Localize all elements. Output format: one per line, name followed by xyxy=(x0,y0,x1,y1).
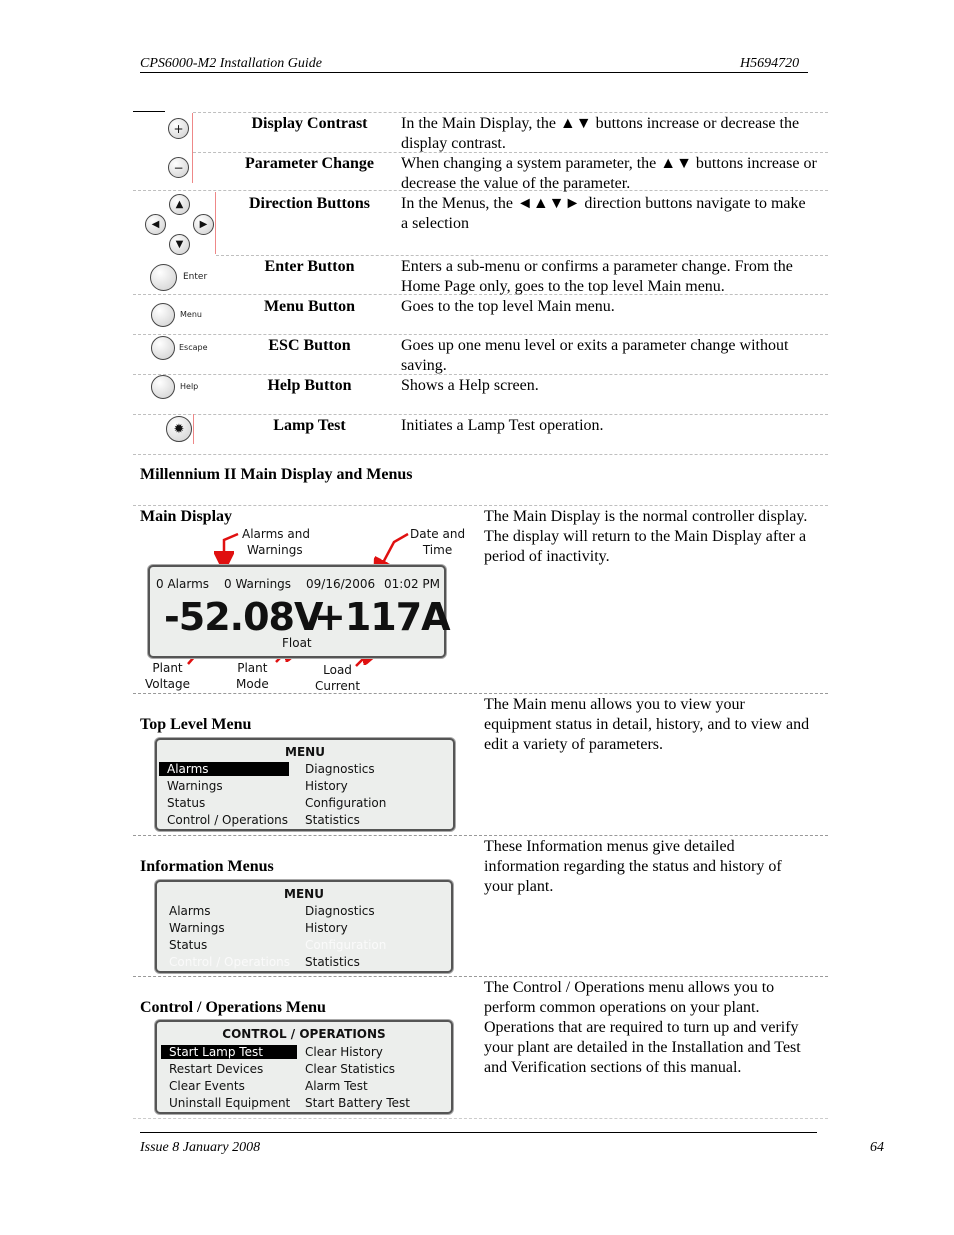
up-arrow-icon: ▲ xyxy=(169,194,190,215)
button-name: Lamp Test xyxy=(273,417,346,434)
menu-item-clear-history[interactable]: Clear History xyxy=(305,1045,383,1059)
menu-item-alarms[interactable]: Alarms xyxy=(169,904,211,918)
header-rule xyxy=(140,72,808,73)
enter-button-icon xyxy=(150,264,177,291)
row-divider xyxy=(133,414,828,415)
escape-button-icon xyxy=(151,336,175,360)
button-description: Initiates a Lamp Test operation. xyxy=(401,417,604,434)
section-divider xyxy=(133,976,828,977)
annotation-date-time: Date and Time xyxy=(410,527,466,557)
row-divider xyxy=(133,334,828,335)
main-display-heading: Main Display xyxy=(140,508,233,525)
lamp-test-button-icon: ✹ xyxy=(166,416,192,442)
arrow-alarms xyxy=(224,534,238,566)
help-button-icon xyxy=(151,375,175,399)
menu-item-warnings[interactable]: Warnings xyxy=(167,779,223,793)
main-display-lcd xyxy=(148,565,450,658)
footer-rule xyxy=(140,1132,817,1133)
button-name: Help Button xyxy=(267,377,352,394)
main-display-description: The Main Display is the normal controller display. The display will return to the Main Display after a period of inactivity. xyxy=(484,508,808,565)
menu-item-history[interactable]: History xyxy=(305,779,348,793)
row-divider xyxy=(216,255,828,256)
menu-item-start-lamp-test[interactable]: Start Lamp Test xyxy=(161,1045,297,1059)
menu-item-warnings[interactable]: Warnings xyxy=(169,921,225,935)
top-level-menu-description: The Main menu allows you to view your equipment status in detail, history, and to view and edit a variety of parameters. xyxy=(484,696,810,753)
menu-title: CONTROL / OPERATIONS xyxy=(222,1027,386,1041)
button-description: Enters a sub-menu or confirms a parameter change. From the Home Page only, goes to the top level Main menu. xyxy=(401,258,793,295)
menu-item-uninstall-equipment[interactable]: Uninstall Equipment xyxy=(169,1096,291,1110)
menu-item-statistics[interactable]: Statistics xyxy=(305,813,360,827)
information-menus-heading: Information Menus xyxy=(140,858,274,875)
button-description: In the Menus, the ◄▲▼► direction buttons navigate to make a selection xyxy=(401,195,806,232)
down-arrow-icon: ▼ xyxy=(169,234,190,255)
menu-item-control-operations[interactable]: Control / Operations xyxy=(167,813,289,827)
button-name: Enter Button xyxy=(264,258,355,275)
row-divider xyxy=(193,112,828,113)
cell-border xyxy=(192,113,193,183)
section-divider xyxy=(133,505,828,506)
menu-item-configuration[interactable]: Configuration xyxy=(305,796,387,810)
menu-item-alarm-test[interactable]: Alarm Test xyxy=(305,1079,368,1093)
button-description: In the Main Display, the ▲▼ buttons increase or decrease the display contrast. xyxy=(401,115,800,152)
minus-button-icon: − xyxy=(168,157,189,178)
button-name: Parameter Change xyxy=(245,155,374,172)
footer-issue: Issue 8 January 2008 xyxy=(140,1140,261,1155)
plus-button-icon: + xyxy=(168,118,189,139)
annotation-alarms-warnings: Alarms and Warnings xyxy=(242,527,310,557)
menu-button-icon xyxy=(151,303,175,327)
menu-title: MENU xyxy=(285,745,325,759)
button-description: Goes up one menu level or exits a parameter change without saving. xyxy=(401,337,789,374)
annotation-load-current: Load Current xyxy=(315,663,361,693)
lcd-warnings: 0 Warnings xyxy=(224,577,292,591)
header-doc-number: H5694720 xyxy=(740,56,800,71)
left-arrow-icon: ◀ xyxy=(145,214,166,235)
lcd-mode: Float xyxy=(282,636,312,650)
menu-item-diagnostics[interactable]: Diagnostics xyxy=(305,762,375,776)
button-description: Goes to the top level Main menu. xyxy=(401,298,615,315)
lcd-alarms: 0 Alarms xyxy=(156,577,210,591)
page-number: 64 xyxy=(870,1140,884,1155)
menu-item-clear-statistics[interactable]: Clear Statistics xyxy=(305,1062,396,1076)
section-divider xyxy=(133,693,828,694)
menu-item-configuration-dimmed: Configuration xyxy=(305,938,387,952)
section-title: Millennium II Main Display and Menus xyxy=(140,466,413,483)
menu-item-alarms[interactable]: Alarms xyxy=(159,762,289,776)
control-operations-lcd xyxy=(155,1020,453,1114)
button-name: Direction Buttons xyxy=(248,195,371,212)
button-name: Menu Button xyxy=(263,298,356,315)
lcd-current: +117A xyxy=(314,595,450,639)
lcd-date: 09/16/2006 xyxy=(306,577,376,591)
menu-item-control-operations-dimmed: Control / Operations xyxy=(169,955,291,969)
menu-item-history[interactable]: History xyxy=(305,921,348,935)
table-top-rule xyxy=(133,111,165,112)
button-description: Shows a Help screen. xyxy=(401,377,539,394)
button-name: ESC Button xyxy=(268,337,351,354)
escape-icon-label: Escape xyxy=(179,343,208,352)
right-arrow-icon: ▶ xyxy=(193,214,214,235)
information-menus-lcd xyxy=(155,880,453,973)
information-menus-description: These Information menus give detailed information regarding the status and history of your plant. xyxy=(484,838,782,895)
section-divider xyxy=(133,1118,828,1119)
lcd-voltage: -52.08V xyxy=(164,595,323,639)
annotation-plant-voltage: Plant Voltage xyxy=(145,661,191,691)
menu-item-status[interactable]: Status xyxy=(167,796,206,810)
menu-item-restart-devices[interactable]: Restart Devices xyxy=(169,1062,264,1076)
menu-item-diagnostics[interactable]: Diagnostics xyxy=(305,904,375,918)
top-level-menu-heading: Top Level Menu xyxy=(140,716,252,733)
menu-item-statistics[interactable]: Statistics xyxy=(305,955,360,969)
row-divider xyxy=(133,454,828,455)
button-name: Display Contrast xyxy=(251,115,368,132)
menu-title: MENU xyxy=(284,887,324,901)
cell-border xyxy=(193,414,194,444)
help-icon-label: Help xyxy=(180,382,199,391)
lcd-time: 01:02 PM xyxy=(384,577,440,591)
cell-border xyxy=(215,192,216,254)
section-divider xyxy=(133,835,828,836)
control-operations-heading: Control / Operations Menu xyxy=(140,999,326,1016)
annotation-plant-mode: Plant Mode xyxy=(236,661,269,691)
menu-icon-label: Menu xyxy=(180,310,202,319)
enter-icon-label: Enter xyxy=(183,272,208,282)
button-description: When changing a system parameter, the ▲▼ buttons increase or decrease the value of the parameter. xyxy=(401,155,817,192)
top-level-menu-lcd xyxy=(155,738,455,831)
control-operations-description: The Control / Operations menu allows you to perform common operations on your plant. Operations that are required to turn up and verify your plant are detailed in the Installation and Test and Verification sections of this manual. xyxy=(484,979,801,1076)
header-title: CPS6000-M2 Installation Guide xyxy=(140,56,322,71)
menu-item-start-battery-test[interactable]: Start Battery Test xyxy=(305,1096,410,1110)
menu-item-status[interactable]: Status xyxy=(169,938,208,952)
menu-item-clear-events[interactable]: Clear Events xyxy=(169,1079,245,1093)
